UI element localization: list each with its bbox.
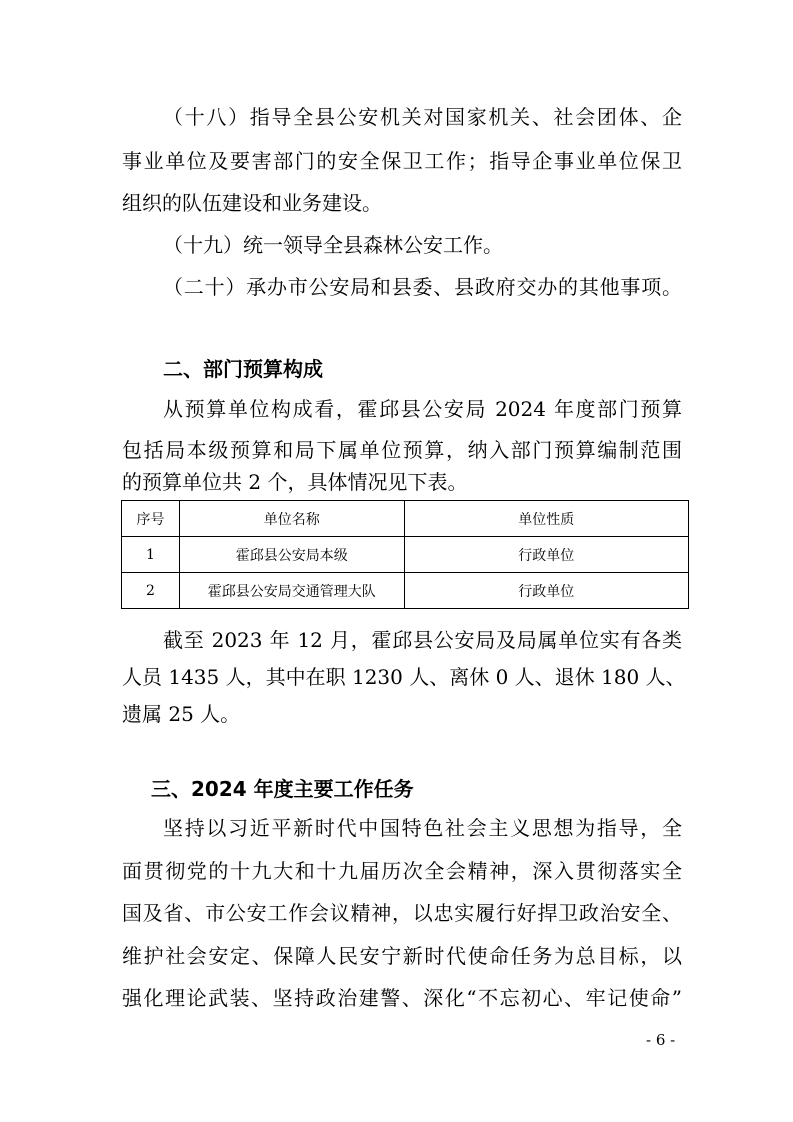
staff-line-1: 截至 2023 年 12 月，霍邱县公安局及局属单位实有各类	[163, 628, 682, 652]
row-2-seq: 2	[122, 573, 180, 609]
staff-line-2: 人员 1435 人，其中在职 1230 人、离休 0 人、退休 180 人、	[122, 665, 686, 689]
table-header-row	[122, 501, 689, 537]
staff-line-3: 遗属 25 人。	[122, 702, 241, 726]
header-seq: 序号	[122, 501, 180, 537]
paragraph-18-line-3: 组织的队伍建设和业务建设。	[122, 191, 382, 215]
row-2-unit-type: 行政单位	[404, 573, 689, 609]
paragraph-18-line-2: 事业单位及要害部门的安全保卫工作；指导企事业单位保卫	[122, 149, 682, 173]
section-3-line-5: 强化理论武装、坚持政治建警、深化“不忘初心、牢记使命”	[122, 986, 682, 1010]
table-row	[122, 537, 689, 573]
section-3-heading: 三、2024 年度主要工作任务	[151, 777, 414, 801]
header-unit-name: 单位名称	[179, 501, 404, 537]
section-3-line-1: 坚持以习近平新时代中国特色社会主义思想为指导，全	[163, 816, 682, 840]
budget-units-table	[121, 500, 689, 609]
section-3-line-4: 维护社会安定、保障人民安宁新时代使命任务为总目标，以	[122, 944, 682, 968]
section-3-line-3: 国及省、市公安工作会议精神，以忠实履行好捍卫政治安全、	[122, 901, 682, 925]
paragraph-19: （十九）统一领导全县森林公安工作。	[163, 233, 503, 257]
section-2-heading: 二、部门预算构成	[163, 357, 323, 381]
page-number: - 6 -	[646, 1031, 676, 1049]
paragraph-18-line-1: （十八）指导全县公安机关对国家机关、社会团体、企	[163, 105, 682, 129]
section-2-intro-line-1: 从预算单位构成看，霍邱县公安局 2024 年度部门预算	[163, 397, 682, 421]
section-2-intro-line-3: 的预算单位共 2 个，具体情况见下表。	[122, 470, 468, 494]
row-1-unit-name: 霍邱县公安局本级	[179, 537, 404, 573]
section-3-line-2: 面贯彻党的十九大和十九届历次全会精神，深入贯彻落实全	[122, 859, 682, 883]
row-1-unit-type: 行政单位	[404, 537, 689, 573]
paragraph-20: （二十）承办市公安局和县委、县政府交办的其他事项。	[163, 275, 682, 299]
table-row	[122, 573, 689, 609]
section-2-intro-line-2: 包括局本级预算和局下属单位预算，纳入部门预算编制范围	[122, 438, 682, 462]
header-unit-type: 单位性质	[404, 501, 689, 537]
row-1-seq: 1	[122, 537, 180, 573]
row-2-unit-name: 霍邱县公安局交通管理大队	[179, 573, 404, 609]
